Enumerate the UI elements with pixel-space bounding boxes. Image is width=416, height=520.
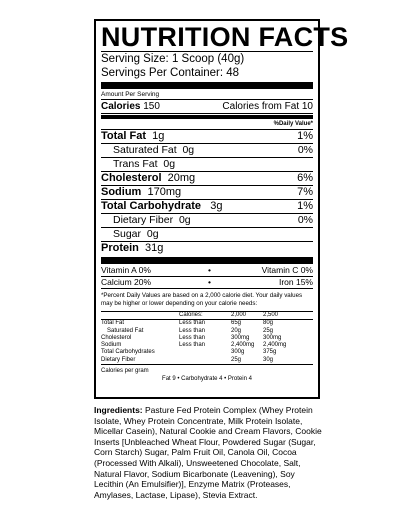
thick-divider (101, 257, 313, 264)
dv-cell: 300mg (263, 334, 282, 341)
dv-cell: Total Fat (101, 320, 125, 327)
dv-cell: 65g (231, 320, 242, 327)
dv-cell: 300mg (231, 334, 250, 341)
nutrient-amount: 20mg (167, 172, 196, 184)
medium-divider (101, 115, 313, 119)
dv-cell: 30g (263, 356, 274, 363)
nutrient-name: Sugar (113, 228, 142, 240)
calories-text (101, 100, 160, 113)
dv-cell: 25g (263, 327, 274, 334)
vitamin-left: Vitamin A 0% (101, 265, 151, 275)
nutrient-row-sodium (101, 186, 313, 200)
dv-cell: Less than (179, 334, 206, 341)
bullet: • (208, 265, 211, 275)
nutrient-name: Trans Fat (113, 158, 158, 170)
nutrient-row-sugar (101, 228, 313, 242)
dv-cell: Less than (179, 327, 206, 334)
table-row (101, 342, 313, 349)
dv-cell (179, 349, 231, 356)
nutrient-name: Total Fat (101, 130, 147, 142)
ingredients-label: Ingredients: (94, 405, 143, 415)
nutrient-row-cholesterol (101, 172, 313, 186)
nutrient-dv: 6% (297, 172, 313, 184)
dv-table-header (101, 312, 313, 320)
nutrient-amount: 1g (152, 130, 165, 142)
calories-per-gram-label: Calories per gram (101, 368, 149, 375)
dv-cell: Less than (179, 342, 206, 349)
nutrient-dv: 0% (297, 144, 313, 156)
nutrient-amount: 31g (145, 242, 164, 254)
amount-per-serving: Amount Per Serving (101, 90, 313, 100)
servings-per-container: Servings Per Container: 48 (101, 67, 240, 79)
nutrient-row-dietary-fiber (101, 214, 313, 228)
daily-value-table (101, 312, 313, 364)
calories-value: 150 (143, 101, 160, 112)
table-row (101, 349, 313, 356)
nutrient-row-total-fat (101, 130, 313, 144)
dv-cell: Saturated Fat (107, 327, 144, 334)
dv-cell: 2,500 (263, 312, 279, 318)
table-row (101, 320, 313, 328)
nutrient-row-saturated-fat (101, 144, 313, 158)
dv-cell: 2,000 (231, 312, 247, 318)
nutrient-name: Sodium (101, 186, 142, 198)
nutrient-amount: 0g (178, 214, 191, 226)
dv-cell: 375g (263, 349, 277, 356)
nutrient-name: Dietary Fiber (113, 214, 174, 226)
dv-cell: 300g (231, 349, 245, 356)
dv-cell: Dietary Fiber (101, 356, 136, 363)
nutrient-dv: 0% (297, 214, 313, 226)
dv-cell: 25g (231, 356, 242, 363)
daily-value-footnote: *Percent Daily Values are based on a 2,000 calorie diet. Your daily values may be higher or lower depending on your calorie needs: (101, 292, 303, 307)
dv-cell (101, 312, 179, 320)
vitamin-left: Calcium 20% (101, 277, 152, 287)
nutrient-amount: 170mg (147, 186, 182, 198)
nutrient-dv: 1% (297, 200, 313, 212)
daily-value-header: %Daily Value* (101, 120, 313, 130)
vitamin-row (101, 277, 313, 289)
dv-cell: Less than (179, 320, 206, 327)
nutrition-facts-label (94, 19, 349, 399)
nutrient-row-total-carbohydrate (101, 200, 313, 214)
nutrient-row-trans-fat (101, 158, 313, 172)
dv-cell: Sodium (101, 342, 122, 349)
table-row (101, 335, 313, 342)
nutrient-amount: 0g (146, 228, 159, 240)
nutrient-row-protein (101, 242, 313, 255)
label-title: NUTRITION FACTS (101, 22, 349, 52)
nutrient-name: Total Carbohydrate (101, 200, 202, 212)
dv-cell: 80g (263, 320, 274, 327)
calories-from-fat: Calories from Fat 10 (222, 101, 313, 112)
nutrient-amount: 0g (163, 158, 176, 170)
dv-cell: Total Carbohydrates (101, 349, 155, 356)
dv-cell: 2,400mg (231, 342, 255, 349)
nutrient-name: Protein (101, 242, 139, 254)
dv-cell (179, 357, 231, 364)
calories-per-gram-values: Fat 9 • Carbohydrate 4 • Protein 4 (162, 376, 252, 383)
nutrient-dv: 1% (297, 130, 313, 142)
serving-size: Serving Size: 1 Scoop (40g) (101, 53, 245, 65)
vitamin-row (101, 265, 313, 277)
nutrient-amount: 0g (182, 144, 195, 156)
calories-row (101, 100, 313, 114)
nutrient-amount: 3g (210, 200, 223, 212)
nutrient-name: Cholesterol (101, 172, 162, 184)
nutrient-dv: 7% (297, 186, 313, 198)
dv-cell: 20g (231, 327, 242, 334)
table-row (101, 328, 313, 335)
dv-cell: Calories: (179, 312, 203, 318)
divider (101, 364, 313, 365)
calories-label: Calories (101, 101, 141, 112)
ingredients-text: Pasture Fed Protein Complex (Whey Protein Isolate, Whey Protein Concentrate, Milk Protein Isolate, Micellar Casein), Natural Cookie and Cream Flavors, Cookie Inserts [Unbleached Wheat Flour, Powdered Sugar (Sugar, Corn Starch) Sugar, Palm Fruit Oil, Canola Oil, Cocoa (Processed With Alkali), Unsweetened Chocolate, Salt, Natural Flavor, Sodium Bicarbonate (Leavening), Soy Lecithin (An Emulsifier)], Enzyme Matrix (Proteases, Amylases, Lactase, Lipase), Stevia Extract. (94, 405, 322, 500)
dv-cell: Cholesterol (101, 334, 132, 341)
vitamin-right: Iron 15% (278, 277, 313, 287)
thick-divider (101, 82, 313, 89)
bullet: • (208, 277, 211, 287)
ingredients-block (94, 405, 326, 500)
nutrient-name: Saturated Fat (113, 144, 177, 156)
dv-cell: 2,400mg (263, 342, 287, 349)
table-row (101, 357, 313, 364)
vitamin-right: Vitamin C 0% (261, 265, 313, 275)
